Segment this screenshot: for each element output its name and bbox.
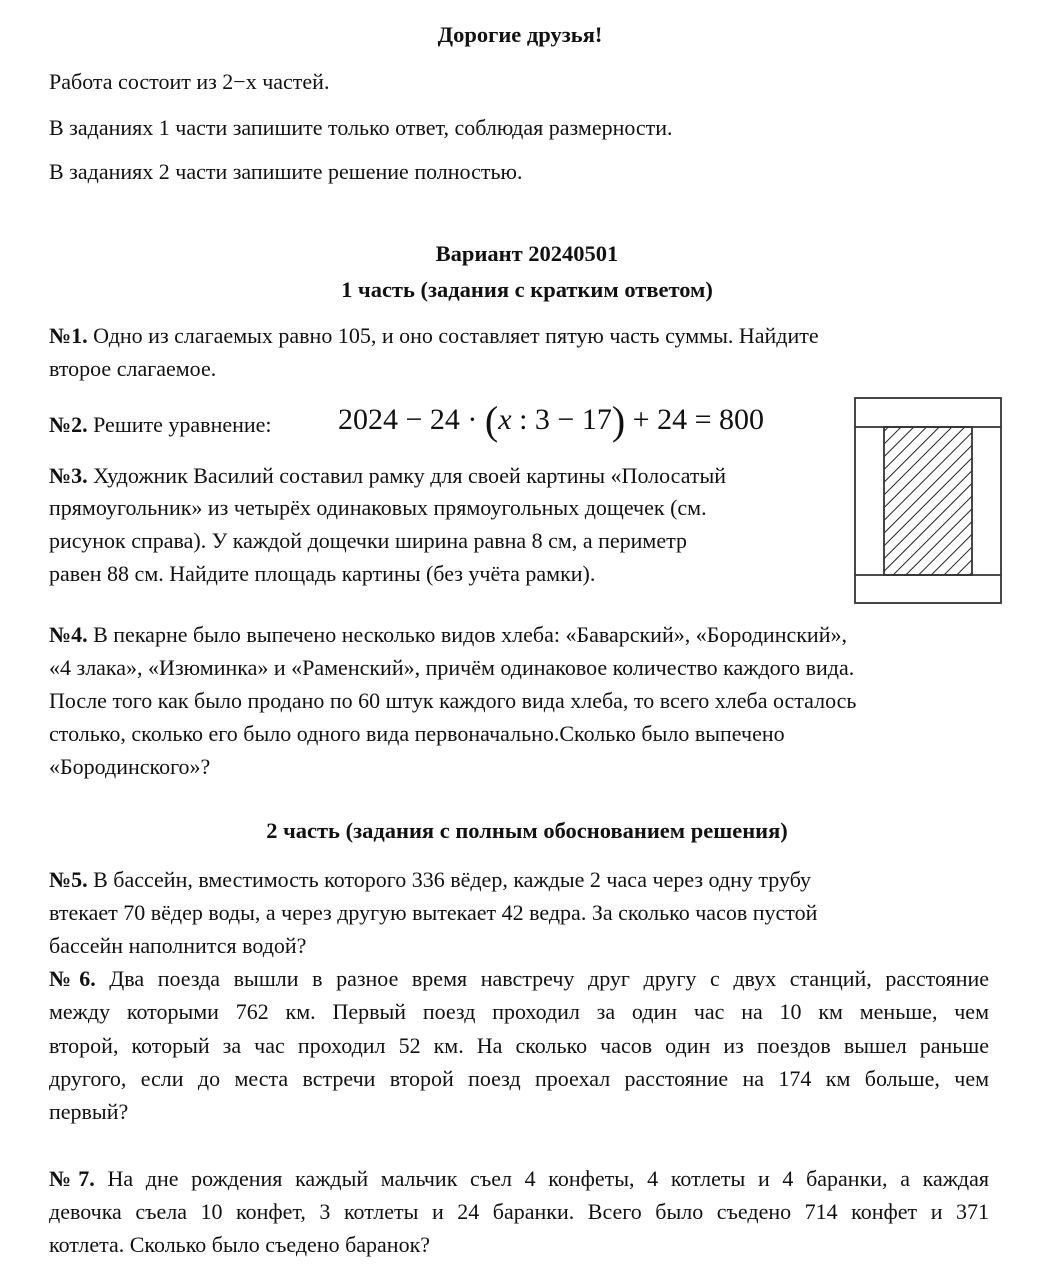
task-4-text: В пекарне было выпечено несколько видов хлеба: «Баварский», «Бородинский», <box>87 622 847 647</box>
task-3-line-4: равен 88 см. Найдите площадь картины (без учёта рамки). <box>49 561 596 586</box>
intro-line-3: В заданиях 2 части запишите решение полностью. <box>49 159 523 184</box>
task-6-line-4: другого, если до места встречи второй поезд проехал расстояние на 174 км больше, чем <box>49 1066 989 1091</box>
frame-diagram-icon <box>854 397 1004 605</box>
greeting-heading: Дорогие друзья! <box>437 22 603 47</box>
task-2-number: №2. <box>49 412 88 437</box>
task-2-equation <box>338 398 765 443</box>
task-5 <box>49 869 811 891</box>
task-3-number: №3. <box>49 463 88 488</box>
part2-title: 2 часть (задания с полным обоснованием решения) <box>266 818 788 843</box>
task-7-number: №7. <box>49 1166 95 1191</box>
task-4-line-4: столько, сколько его было одного вида первоначально.Сколько было выпечено <box>49 721 785 746</box>
task-6 <box>49 968 989 990</box>
task-5-line-2: втекает 70 вёдер воды, а через другую вытекает 42 ведра. За сколько часов пустой <box>49 900 818 925</box>
task-1-number: №1. <box>49 323 88 348</box>
task-7-line-2: девочка съела 10 конфет, 3 котлеты и 24 баранки. Всего было съедено 714 конфет и 371 <box>49 1199 989 1224</box>
task-7-text: На дне рождения каждый мальчик съел 4 конфеты, 4 котлеты и 4 баранки, а каждая <box>94 1166 990 1191</box>
task-4-number: №4. <box>49 622 88 647</box>
part1-title: 1 часть (задания с кратким ответом) <box>341 277 713 302</box>
task-5-line-3: бассейн наполнится водой? <box>49 933 307 958</box>
task-6-number: №6. <box>49 966 96 991</box>
task-4-line-2: «4 злака», «Изюминка» и «Раменский», причём одинаковое количество каждого вида. <box>49 655 855 680</box>
variant-title: Вариант 20240501 <box>435 241 619 266</box>
task-2-text: Решите уравнение: <box>87 412 272 437</box>
task-6-line-2: между которыми 762 км. Первый поезд проходил за один час на 10 км меньше, чем <box>49 999 989 1024</box>
equation-variable: x <box>498 403 512 436</box>
intro-line-1: Работа состоит из 2−х частей. <box>49 69 330 94</box>
equation-part: + 24 = 800 <box>625 403 765 436</box>
task-4 <box>49 624 847 646</box>
task-3-line-2: прямоугольник» из четырёх одинаковых прямоугольных дощечек (см. <box>49 495 707 520</box>
task-7-line-3: котлета. Сколько было съедено баранок? <box>49 1232 431 1257</box>
task-7 <box>49 1168 989 1190</box>
equation-part: 2024 − 24 · <box>338 403 485 436</box>
task-6-line-3: второй, который за час проходил 52 км. На сколько часов один из поездов вышел раньше <box>49 1033 989 1058</box>
task-4-line-5: «Бородинского»? <box>49 754 211 779</box>
equation-part: : 3 − 17 <box>511 403 612 436</box>
task-6-text: Два поезда вышли в разное время навстречу друг другу с двух станций, расстояние <box>95 966 989 991</box>
equation-open-paren: ( <box>484 398 499 443</box>
task-3-text: Художник Василий составил рамку для своей картины «Полосатый <box>87 463 727 488</box>
task-1 <box>49 325 819 347</box>
task-4-line-3: После того как было продано по 60 штук каждого вида хлеба, то всего хлеба осталось <box>49 688 857 713</box>
task-3-line-3: рисунок справа). У каждой дощечки ширина равна 8 см, а периметр <box>49 528 687 553</box>
equation-close-paren: ) <box>611 398 626 443</box>
task-2 <box>49 414 272 436</box>
striped-rectangle-frame-figure <box>854 397 1004 610</box>
task-1-line-2: второе слагаемое. <box>49 356 217 381</box>
task-1-text: Одно из слагаемых равно 105, и оно составляет пятую часть суммы. Найдите <box>87 323 819 348</box>
task-5-number: №5. <box>49 867 88 892</box>
task-3 <box>49 465 726 487</box>
intro-line-2: В заданиях 1 части запишите только ответ, соблюдая размерности. <box>49 115 673 140</box>
task-5-text: В бассейн, вместимость которого 336 вёдер, каждые 2 часа через одну трубу <box>87 867 812 892</box>
task-6-line-5: первый? <box>49 1099 129 1124</box>
